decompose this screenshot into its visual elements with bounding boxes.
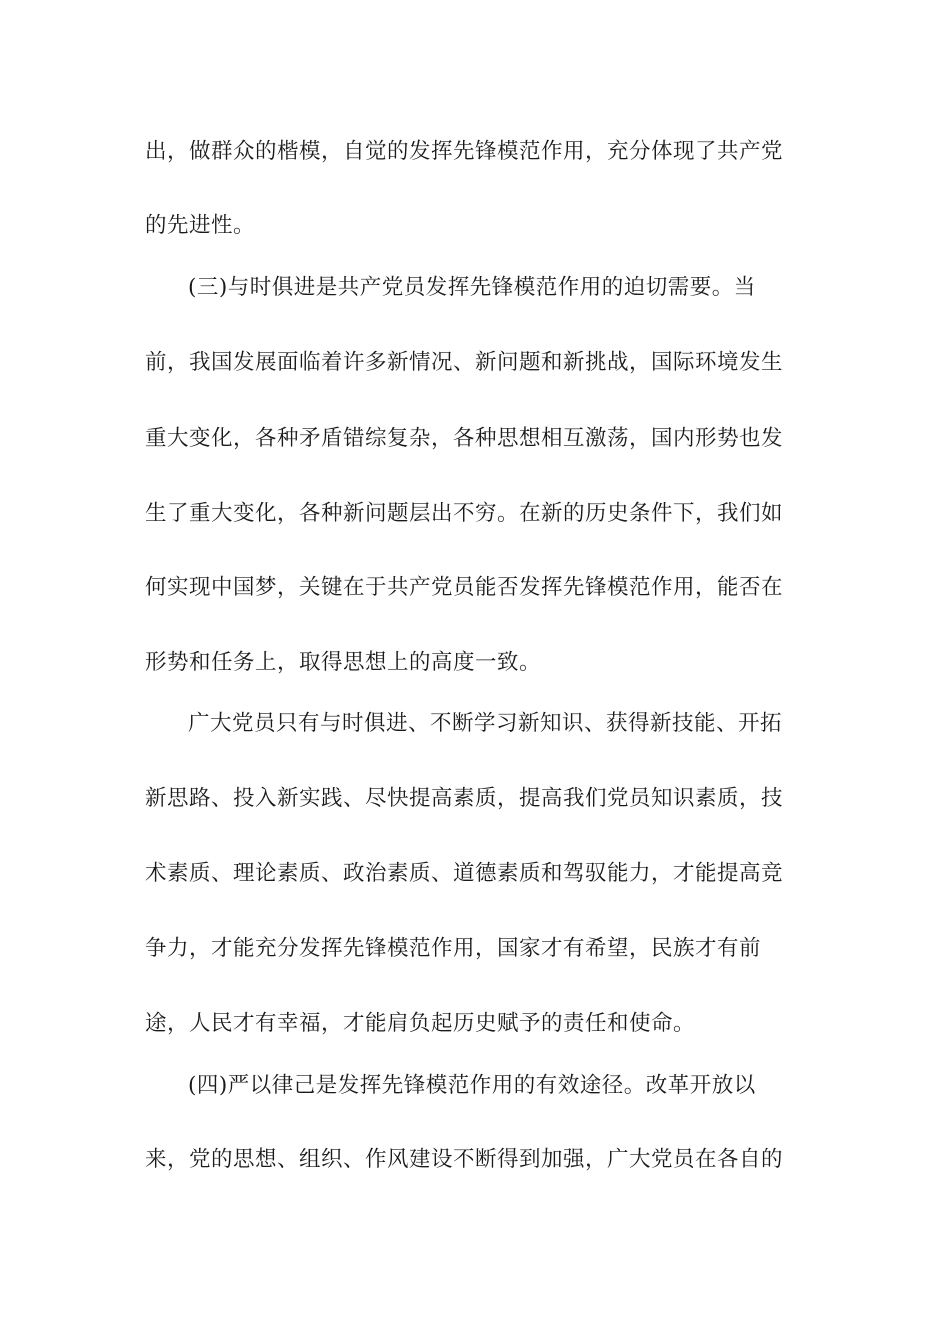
text-line: 的先进性。: [145, 213, 256, 238]
paragraph-heading: (三)与时俱进是共产党员发挥先锋模范作用的迫切需要。当: [188, 275, 756, 300]
text-line: 途，人民才有幸福，才能肩负起历史赋予的责任和使命。: [145, 1011, 696, 1036]
paragraph-start: 广大党员只有与时俱进、不断学习新知识、获得新技能、开拓: [188, 711, 783, 736]
text-line: 出，做群众的楷模，自觉的发挥先锋模范作用，充分体现了共产党: [145, 139, 784, 164]
text-line: 前，我国发展面临着许多新情况、新问题和新挑战，国际环境发生: [145, 350, 784, 375]
text-line: 重大变化，各种矛盾错综复杂，各种思想相互激荡，国内形势也发: [145, 426, 784, 451]
text-line: 何实现中国梦，关键在于共产党员能否发挥先锋模范作用，能否在: [145, 575, 784, 600]
paragraph-heading: (四)严以律己是发挥先锋模范作用的有效途径。改革开放以: [188, 1073, 756, 1098]
text-line: 生了重大变化，各种新问题层出不穷。在新的历史条件下，我们如: [145, 501, 784, 526]
text-line: 术素质、理论素质、政治素质、道德素质和驾驭能力，才能提高竞: [145, 861, 784, 886]
text-line: 来，党的思想、组织、作风建设不断得到加强，广大党员在各自的: [145, 1147, 784, 1172]
text-line: 形势和任务上，取得思想上的高度一致。: [145, 650, 542, 675]
text-line: 争力，才能充分发挥先锋模范作用，国家才有希望，民族才有前: [145, 936, 762, 961]
text-line: 新思路、投入新实践、尽快提高素质，提高我们党员知识素质，技: [145, 786, 784, 811]
